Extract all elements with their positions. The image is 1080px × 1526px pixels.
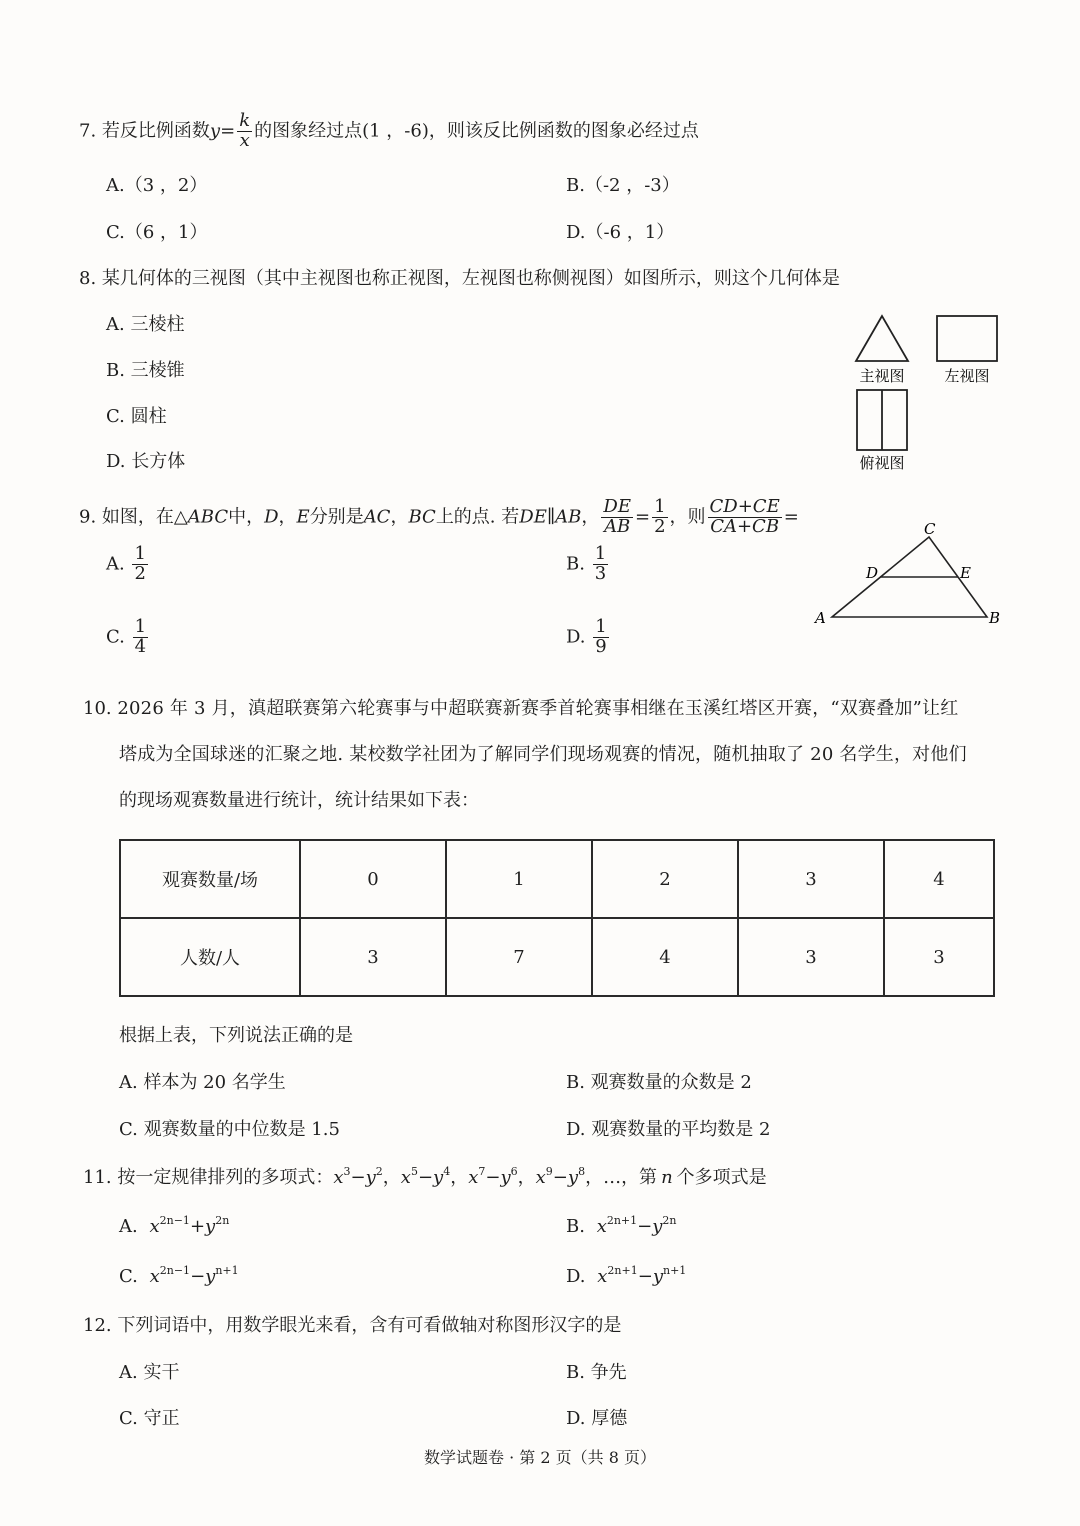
q9-option-a-letter: A.	[106, 553, 125, 575]
q7-frac-den: x	[239, 129, 250, 151]
vertex-a-label: A	[815, 609, 826, 627]
q9-option-a	[106, 545, 150, 584]
q8-option-b: B. 三棱锥	[106, 360, 185, 381]
q8-stem-text: 某几何体的三视图（其中主视图也称正视图，左视图也称侧视图）如图所示，则这个几何体是	[101, 268, 840, 289]
vertex-b-label: B	[989, 609, 1001, 627]
term-var: x	[149, 1216, 160, 1237]
q11-stem-post: 个多项式是	[676, 1167, 767, 1188]
q10-line3: 的现场观赛数量进行统计，统计结果如下表：	[119, 790, 479, 811]
term-exp: 3	[343, 1165, 351, 1178]
term-exp: n+1	[215, 1264, 239, 1277]
q10-line2: 塔成为全国球迷的汇聚之地. 某校数学社团为了解同学们现场观赛的情况，随机抽取了 20 名学生，对他们	[119, 744, 967, 765]
q9-option-c	[106, 618, 150, 657]
table-cell: 4	[592, 918, 738, 996]
term-exp: 5	[410, 1165, 418, 1178]
q9-option-a-den: 2	[134, 562, 146, 584]
term-sep: ，	[450, 1167, 469, 1188]
q11-option-d	[566, 1264, 687, 1288]
term-var: y	[500, 1167, 511, 1188]
q9-option-b-den: 3	[594, 562, 607, 584]
term-var: x	[535, 1167, 546, 1188]
left-view-label: 左视图	[944, 367, 990, 385]
q7-frac-num: k	[239, 110, 251, 131]
q9-frac1-num: DE	[603, 496, 631, 517]
q9-fraction-half	[652, 498, 667, 537]
term-exp: 6	[510, 1165, 518, 1178]
q7-option-a: A.（3 ，2）	[106, 175, 208, 196]
q9-point-d: D	[264, 506, 279, 528]
point-d-label: D	[866, 564, 879, 582]
q11-n: n	[661, 1167, 673, 1188]
term-sep: ，	[382, 1167, 401, 1188]
q9-eq2: =	[783, 506, 799, 528]
term-op: −	[637, 1216, 653, 1237]
q9-option-c-letter: C.	[106, 626, 125, 648]
q12-number: 12.	[83, 1315, 112, 1336]
q9-fraction-target	[708, 498, 782, 537]
table-cell: 3	[738, 918, 884, 996]
table-cell: 1	[446, 840, 592, 918]
q11-option-a	[119, 1214, 230, 1238]
q9-side-ac: AC	[363, 506, 391, 528]
q9-half-den: 2	[654, 515, 666, 537]
q9-option-a-num: 1	[134, 543, 146, 564]
q10-option-a: A. 样本为 20 名学生	[119, 1072, 286, 1093]
term-op: −	[552, 1167, 568, 1188]
table-cell: 3	[884, 918, 994, 996]
q9-option-d-letter: D.	[566, 626, 586, 648]
q9-stem-pre: 如图，在△	[101, 506, 188, 528]
option-letter: C.	[119, 1266, 138, 1287]
q12-stem-text: 下列词语中，用数学眼光来看，含有可看做轴对称图形汉字的是	[117, 1315, 622, 1336]
q9-stem-mid2: 分别是	[309, 506, 364, 528]
q11-stem	[83, 1165, 767, 1189]
front-view-triangle	[856, 316, 908, 361]
table-row	[120, 918, 994, 996]
q9-option-d-frac	[593, 618, 608, 657]
q9-comma3: ，	[581, 506, 600, 528]
q12-option-b: B. 争先	[566, 1362, 627, 1383]
q7-fn-eq: =	[220, 120, 236, 142]
q12-option-a: A. 实干	[119, 1362, 180, 1383]
option-letter: D.	[566, 1266, 586, 1287]
term-var: x	[468, 1167, 479, 1188]
q7-stem-pre: 若反比例函数	[101, 120, 210, 142]
q8-option-d: D. 长方体	[106, 451, 186, 472]
q9-eq1: =	[634, 506, 651, 528]
q7-fn-y: y	[209, 120, 221, 142]
q8-option-a: A. 三棱柱	[106, 314, 185, 335]
q9-stem-mid4: ，则	[669, 506, 706, 528]
q11-option-c	[119, 1264, 239, 1288]
q10-option-b: B. 观赛数量的众数是 2	[566, 1072, 752, 1093]
option-letter: B.	[566, 1216, 585, 1237]
term-op: −	[637, 1266, 653, 1287]
q11-stem-post-pre: …，第	[603, 1167, 658, 1188]
term-sep: ，	[517, 1167, 536, 1188]
term-exp: 2n+1	[606, 1214, 638, 1227]
q9-option-d	[566, 618, 611, 657]
term-exp: 2	[375, 1165, 383, 1178]
term-exp: 2n	[662, 1214, 677, 1227]
table-cell: 2	[592, 840, 738, 918]
q10-question: 根据上表，下列说法正确的是	[119, 1025, 353, 1046]
term-exp: 7	[478, 1165, 486, 1178]
q7-option-c: C.（6 ，1）	[106, 222, 208, 243]
term-exp: 9	[545, 1165, 553, 1178]
q9-triangle-figure	[810, 520, 1010, 630]
page-footer: 数学试题卷 · 第 2 页（共 8 页）	[424, 1448, 656, 1467]
q12-stem	[83, 1316, 621, 1337]
q10-line1	[83, 699, 958, 720]
term-exp: 2n	[215, 1214, 230, 1227]
q12-option-c: C. 守正	[119, 1408, 180, 1429]
top-view-label: 俯视图	[859, 454, 905, 472]
q10-option-c: C. 观赛数量的中位数是 1.5	[119, 1119, 340, 1140]
q7-stem-post: 的图象经过点(1 ，-6)，则该反比例函数的图象必经过点	[254, 120, 699, 142]
q9-point-e: E	[296, 506, 310, 528]
table-cell: 7	[446, 918, 592, 996]
q7-option-b: B.（-2 ，-3）	[566, 175, 680, 196]
q9-option-c-den: 4	[134, 635, 147, 657]
term-var: y	[365, 1167, 376, 1188]
term-exp: 4	[443, 1165, 451, 1178]
point-e-label: E	[960, 564, 971, 582]
table-header-people: 人数/人	[120, 918, 300, 996]
table-header-count: 观赛数量/场	[120, 840, 300, 918]
q11-option-b	[566, 1214, 677, 1238]
q9-comma2: ，	[390, 506, 409, 528]
left-view-rect	[937, 316, 997, 361]
q9-option-c-frac	[133, 618, 148, 657]
q10-option-d: D. 观赛数量的平均数是 2	[566, 1119, 771, 1140]
q9-stem-mid1: 中，	[228, 506, 265, 528]
q9-parallel: DE∥AB	[519, 506, 582, 528]
q9-option-b-letter: B.	[566, 553, 585, 575]
q9-option-a-frac	[132, 545, 147, 584]
term-var: x	[333, 1167, 344, 1188]
term-var: y	[433, 1167, 444, 1188]
front-view-label: 主视图	[859, 367, 905, 385]
q9-option-b	[566, 545, 610, 584]
q8-number: 8.	[79, 268, 97, 289]
q9-fraction-de-ab	[601, 498, 633, 537]
q11-stem-pre: 按一定规律排列的多项式：	[117, 1167, 334, 1188]
table-cell: 4	[884, 840, 994, 918]
q7-option-d: D.（-6 ，1）	[566, 222, 675, 243]
term-var: x	[149, 1266, 160, 1287]
term-sep: ，	[585, 1167, 604, 1188]
q9-stem-mid3: 上的点. 若	[435, 506, 520, 528]
term-var: y	[205, 1216, 216, 1237]
term-var: y	[652, 1216, 663, 1237]
term-exp: n+1	[662, 1264, 687, 1277]
q9-stem	[79, 498, 799, 537]
q9-triangle-name: ABC	[187, 506, 229, 528]
q11-term-2	[401, 1167, 468, 1188]
term-var: y	[205, 1266, 216, 1287]
table-cell: 0	[300, 840, 446, 918]
q9-side-bc: BC	[408, 506, 436, 528]
q8-option-c: C. 圆柱	[106, 406, 167, 427]
term-exp: 2n−1	[159, 1214, 190, 1227]
option-letter: A.	[119, 1216, 138, 1237]
term-var: y	[652, 1266, 663, 1287]
q9-frac2-den: CA+CB	[710, 515, 780, 537]
q10-line1-text: 2026 年 3 月，滇超联赛第六轮赛事与中超联赛新赛季首轮赛事相继在玉溪红塔区开赛，“双赛叠加”让红	[117, 698, 959, 719]
term-op: −	[190, 1266, 206, 1287]
table-cell: 3	[738, 840, 884, 918]
q9-option-d-den: 9	[595, 635, 607, 657]
term-exp: 2n+1	[607, 1264, 638, 1277]
term-var: x	[597, 1266, 608, 1287]
term-op: +	[189, 1216, 206, 1237]
q9-number: 9.	[79, 506, 97, 528]
q9-comma1: ，	[278, 506, 297, 528]
q12-option-d: D. 厚德	[566, 1408, 628, 1429]
q9-option-b-num: 1	[594, 543, 607, 564]
q9-option-b-frac	[593, 545, 608, 584]
q9-option-c-num: 1	[134, 616, 147, 637]
term-op: −	[350, 1167, 366, 1188]
q9-option-d-num: 1	[595, 616, 607, 637]
term-op: −	[417, 1167, 434, 1188]
table-cell: 3	[300, 918, 446, 996]
q8-three-views-figure	[848, 310, 1008, 480]
q11-term-1	[333, 1167, 400, 1188]
table-row	[120, 840, 994, 918]
term-var: x	[400, 1167, 411, 1188]
term-var: y	[567, 1167, 579, 1188]
q7-fraction	[237, 112, 252, 151]
q11-term-4	[536, 1167, 603, 1188]
vertex-c-label: C	[924, 520, 936, 538]
term-exp: 8	[578, 1165, 586, 1178]
q8-stem	[79, 269, 840, 290]
q10-number: 10.	[83, 698, 112, 719]
q9-half-num: 1	[654, 496, 666, 517]
q9-frac1-den: AB	[604, 515, 631, 537]
q11-term-3	[468, 1167, 535, 1188]
q10-stats-table	[119, 839, 995, 997]
term-op: −	[485, 1167, 501, 1188]
q9-frac2-num: CD+CE	[709, 496, 780, 517]
q7-number: 7.	[79, 120, 97, 142]
term-exp: 2n−1	[159, 1264, 191, 1277]
q7-stem	[79, 112, 699, 151]
q11-number: 11.	[83, 1167, 112, 1188]
term-var: x	[596, 1216, 607, 1237]
